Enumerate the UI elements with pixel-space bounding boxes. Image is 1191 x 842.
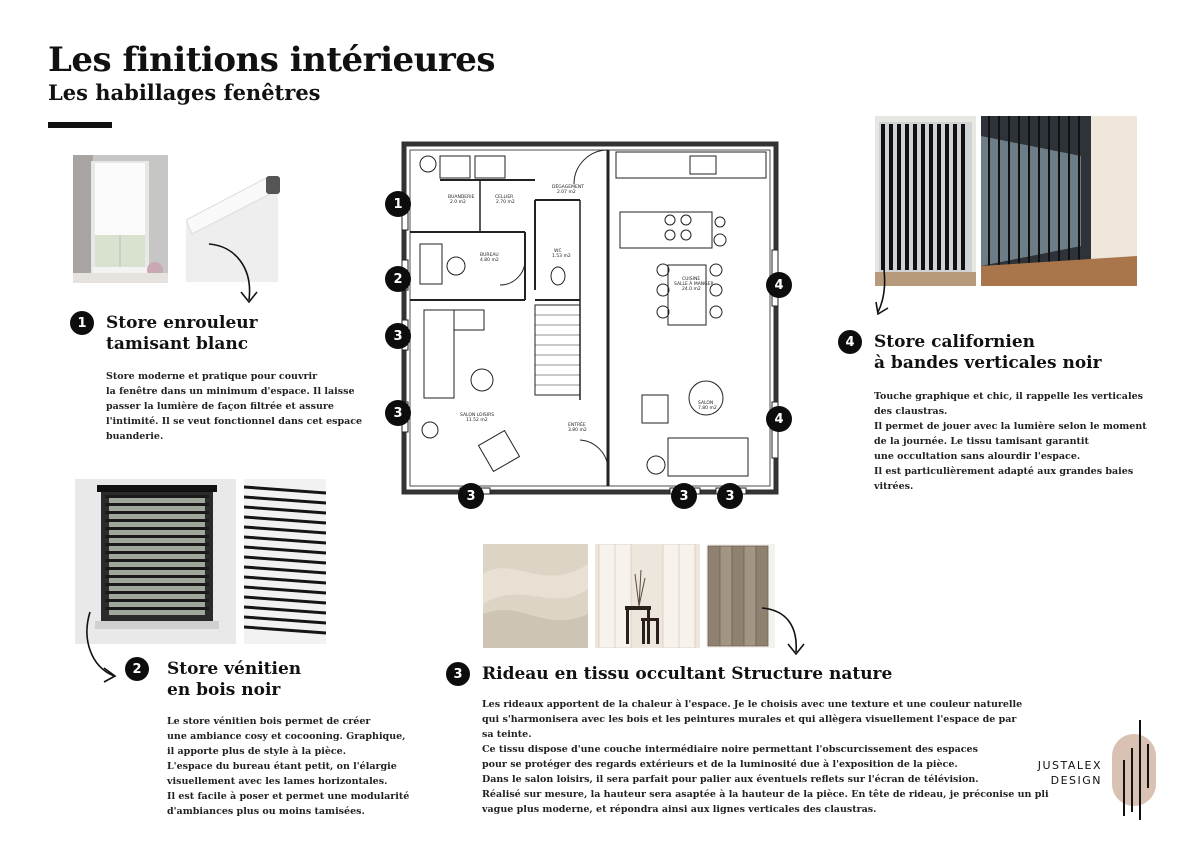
plan-label-degagement: DÉGAGEMENT bbox=[552, 185, 584, 190]
curved-arrow-icon bbox=[760, 604, 810, 660]
svg-text:24.0 m2: 24.0 m2 bbox=[682, 287, 701, 292]
svg-text:2.70 m2: 2.70 m2 bbox=[496, 200, 515, 205]
plan-label-entree: ENTRÉE bbox=[568, 423, 586, 428]
plan-marker-4: 4 bbox=[766, 272, 792, 298]
linen-fabric-photo bbox=[483, 544, 588, 648]
plan-marker-3: 3 bbox=[458, 483, 484, 509]
curtain-room-photo bbox=[595, 544, 700, 648]
vertical-blind-bay-window-photo bbox=[981, 116, 1137, 286]
section-2-heading: Store vénitien en bois noir bbox=[167, 659, 302, 700]
svg-text:1.53 m2: 1.53 m2 bbox=[552, 254, 571, 259]
plan-label-salon-loisirs: SALON LOISIRS bbox=[460, 413, 495, 418]
curved-arrow-icon bbox=[82, 608, 122, 683]
section-2-text: Le store vénitien bois permet de créer une ambiance cosy et cocooning. Graphique, il apporte plus de style à la pièce. L'espace du bureau étant petit, on l'élargie visuellement avec les lames horizontales. Il est facile à poser et permet une modularité d'ambiances plus ou moins tamisées. bbox=[167, 716, 410, 817]
section-4-badge: 4 bbox=[838, 330, 862, 354]
plan-label-buanderie: BUANDERIE bbox=[448, 195, 475, 200]
section-3-text: Les rideaux apportent de la chaleur à l'espace. Je le choisis avec une texture et une couleur naturelle qui s'harmonisera avec les bois et les peintures murales et qui allègera visuellement l'espace de par sa teinte. Ce tissu dispose d'une couche intermédiaire noire permettant l'obscurcissement des espaces pour se protéger des regards extérieurs et de la luminosité due à l'exposition de la pièce. Dans le salon loisirs, il sera parfait pour palier aux éventuels reflets sur l'écran de télévision. Réalisé sur mesure, la hauteur sera asaptée à la hauteur de la pièce. En tête de rideau, je préconise un pli vague plus moderne, et répondra ainsi aux lignes verticales des claustras. bbox=[482, 699, 1049, 815]
title-underline bbox=[48, 122, 112, 128]
svg-text:11.52 m2: 11.52 m2 bbox=[466, 418, 488, 423]
section-1-heading: Store enrouleur tamisant blanc bbox=[106, 313, 258, 354]
svg-text:3.80 m2: 3.80 m2 bbox=[568, 428, 587, 433]
page-subtitle: Les habillages fenêtres bbox=[48, 80, 321, 105]
svg-text:7.80 m2: 7.80 m2 bbox=[698, 406, 717, 411]
roller-blind-window-photo bbox=[73, 155, 168, 283]
section-3-badge: 3 bbox=[446, 662, 470, 686]
curved-arrow-icon bbox=[874, 252, 904, 318]
floor-plan bbox=[380, 140, 800, 512]
plan-marker-1: 1 bbox=[385, 191, 411, 217]
page-title: Les finitions intérieures bbox=[48, 40, 496, 80]
venetian-blind-closeup-photo bbox=[244, 479, 326, 644]
svg-text:4.80 m2: 4.80 m2 bbox=[480, 258, 499, 263]
svg-text:2.0 m2: 2.0 m2 bbox=[450, 200, 466, 205]
section-4-text: Touche graphique et chic, il rappelle les verticales des claustras. Il permet de jouer avec la lumière selon le moment de la journée. Le tissu tamisant garantit une occultation sans alourdir l'espace. Il est particulièrement adapté aux grandes baies vitrées. bbox=[874, 391, 1147, 492]
plan-label-cellier: CELLIER bbox=[495, 195, 514, 200]
section-4-heading: Store californien à bandes verticales noir bbox=[874, 332, 1102, 373]
svg-text:SALLE À MANGER: SALLE À MANGER bbox=[674, 282, 714, 287]
plan-marker-3: 3 bbox=[671, 483, 697, 509]
plan-label-wc: WC bbox=[554, 249, 562, 254]
plan-label-salon: SALON bbox=[698, 401, 714, 406]
section-1-text: Store moderne et pratique pour couvrir la fenêtre dans un minimum d'espace. Il laisse passer la lumière de façon filtrée et assure l'intimité. Il se veut fonctionnel dans cet espace buanderie. bbox=[106, 371, 363, 442]
section-3-heading: Rideau en tissu occultant Structure nature bbox=[482, 664, 893, 684]
curved-arrow-icon bbox=[205, 240, 265, 310]
plan-marker-4: 4 bbox=[766, 406, 792, 432]
plan-marker-3: 3 bbox=[385, 323, 411, 349]
plan-label-cuisine: CUISINE bbox=[682, 277, 701, 282]
brand-logo-mark bbox=[1110, 716, 1160, 826]
logo-text: JUSTALEX DESIGN bbox=[1037, 759, 1102, 787]
section-2-badge: 2 bbox=[125, 657, 149, 681]
svg-text:2.07 m2: 2.07 m2 bbox=[557, 190, 576, 195]
plan-marker-3: 3 bbox=[717, 483, 743, 509]
section-1-badge: 1 bbox=[70, 311, 94, 335]
plan-label-bureau: BUREAU bbox=[480, 253, 499, 258]
plan-marker-2: 2 bbox=[385, 266, 411, 292]
plan-marker-3: 3 bbox=[385, 400, 411, 426]
